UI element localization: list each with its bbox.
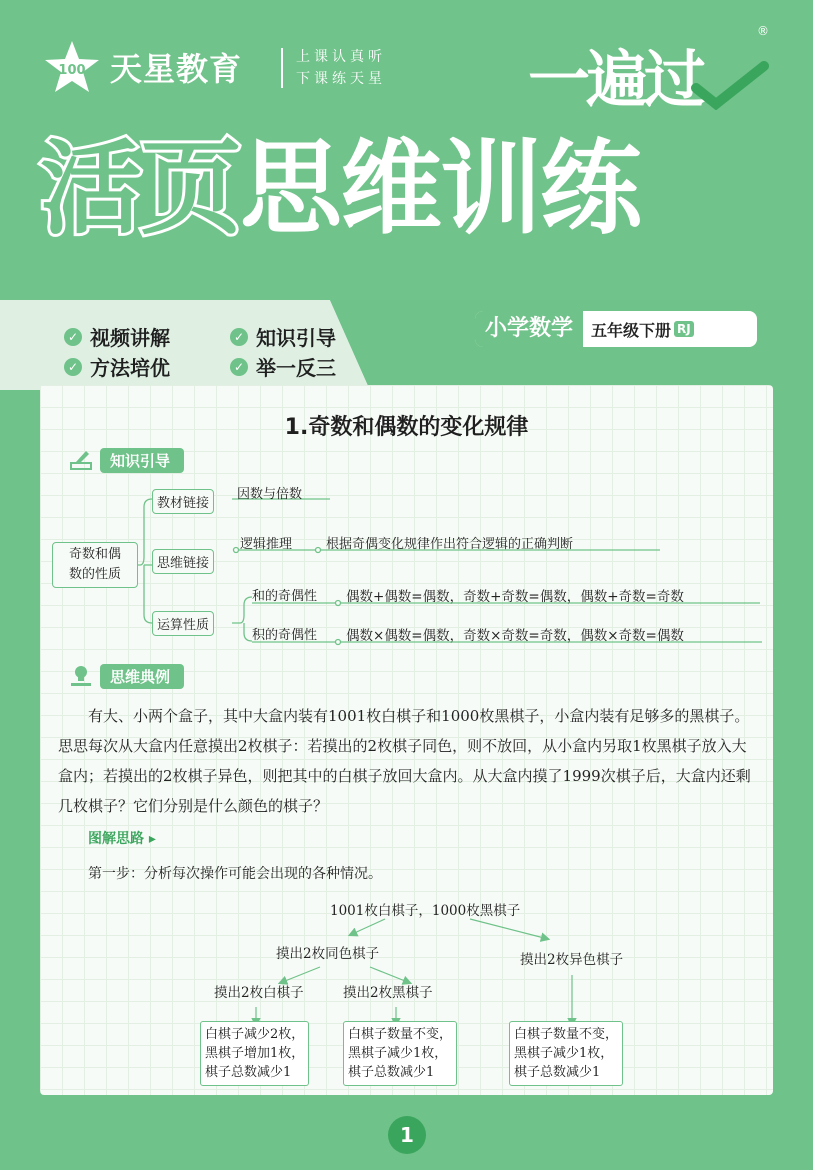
diagram-white-node: 摸出2枚白棋子: [214, 985, 304, 1001]
knowledge-tag-label: 知识引导: [100, 448, 184, 473]
diagram-hint: [88, 828, 156, 848]
check-icon: ✓: [230, 328, 248, 346]
cover-title-part1: 活页: [40, 130, 240, 249]
cover-title-part2: 思维训练: [240, 130, 640, 249]
result-line: 棋子总数减少1: [348, 1065, 435, 1080]
diagram-result-box-2: [343, 1021, 457, 1086]
step-one-text: 第一步：分析每次操作可能会出现的各种情况。: [88, 866, 382, 882]
mindmap-branch-operation: 运算性质: [152, 611, 214, 636]
feature-method: [64, 352, 170, 381]
content-page: [40, 385, 773, 1095]
diagram-diff-color-node: 摸出2枚异色棋子: [520, 952, 624, 968]
slogan-line2: 下课练天星: [296, 71, 386, 87]
cover-title: [40, 130, 640, 250]
example-tag-label: 思维典例: [100, 664, 184, 689]
series-title: 一遍过: [528, 43, 703, 116]
result-line: 白棋子数量不变，: [348, 1027, 453, 1042]
mindmap-branch-textbook: 教材链接: [152, 489, 214, 514]
diagram-result-box-1: [200, 1021, 309, 1086]
result-line: 黑棋子减少1枚，: [348, 1046, 448, 1061]
slogan-line1: 上课认真听: [296, 49, 386, 65]
feature-video: [64, 322, 170, 351]
feature-label: 视频讲解: [90, 326, 170, 350]
result-line: 棋子总数减少1: [514, 1065, 601, 1080]
page-number: 1: [388, 1116, 426, 1154]
hint-label: 图解思路: [88, 831, 144, 847]
result-line: 黑棋子增加1枚，: [205, 1046, 305, 1061]
problem-text: 有大、小两个盒子，其中大盒内装有1001枚白棋子和1000枚黑棋子，小盒内装有足够多的黑棋子。思思每次从大盒内任意摸出2枚棋子：若摸出的2枚棋子同色，则不放回，从小盒内另取1枚黑棋子放入大盒内；若摸出的2枚棋子异色，则把其中的白棋子放回大盒内。从大盒内摸了1999次棋子后，大盒内还剩几枚棋子？它们分别是什么颜色的棋子？: [58, 707, 751, 815]
lightbulb-book-icon: [68, 663, 94, 689]
feature-knowledge: [230, 322, 336, 351]
result-line: 棋子总数减少1: [205, 1065, 292, 1080]
mindmap-sum-text: 偶数+偶数=偶数，奇数+奇数=偶数，偶数+奇数=奇数: [346, 589, 684, 605]
result-line: 白棋子减少2枚，: [205, 1027, 305, 1042]
diagram-black-node: 摸出2枚黑棋子: [343, 985, 433, 1001]
feature-label: 知识引导: [256, 326, 336, 350]
star-logo-text: 100: [58, 63, 86, 78]
registered-mark: ®: [757, 24, 769, 38]
subject-badge: [475, 311, 757, 347]
result-line: 黑棋子减少1枚，: [514, 1046, 614, 1061]
subject-name: 小学数学: [475, 311, 583, 347]
edition-badge: RJ: [674, 321, 694, 337]
brand-name: 天星教育: [110, 50, 243, 88]
mindmap-textbook-text: 因数与倍数: [237, 487, 303, 502]
series-check-icon: [690, 60, 770, 110]
brand-divider: [281, 48, 283, 88]
section-title: 1.奇数和偶数的变化规律: [284, 415, 529, 440]
feature-practice: [230, 352, 336, 381]
mindmap-logic: 逻辑推理: [240, 537, 293, 552]
check-icon: ✓: [64, 328, 82, 346]
feature-label: 举一反三: [256, 356, 336, 380]
triangle-right-icon: ▸: [148, 831, 156, 847]
mindmap-thinking-text: 根据奇偶变化规律作出符合逻辑的正确判断: [326, 537, 574, 552]
example-tag: [68, 663, 184, 689]
mindmap-branch-thinking: 思维链接: [152, 549, 214, 574]
mindmap-product-label: 积的奇偶性: [252, 628, 318, 643]
mindmap-product-text: 偶数×偶数=偶数，奇数×奇数=奇数，偶数×奇数=偶数: [346, 628, 684, 644]
cover-header: [0, 0, 813, 310]
diagram-result-box-3: [509, 1021, 623, 1086]
star-logo-icon: [42, 38, 102, 98]
mindmap-root: 奇数和偶 数的性质: [52, 542, 138, 588]
knowledge-tag: [68, 447, 184, 473]
grade-text: 五年级下册: [591, 320, 672, 340]
pen-book-icon: [68, 447, 94, 473]
result-line: 白棋子数量不变，: [514, 1027, 619, 1042]
check-icon: ✓: [64, 358, 82, 376]
mindmap-sum-label: 和的奇偶性: [252, 589, 318, 604]
grade-label: [583, 318, 694, 341]
diagram-top-node: 1001枚白棋子，1000枚黑棋子: [330, 903, 521, 919]
check-icon: ✓: [230, 358, 248, 376]
diagram-same-color-node: 摸出2枚同色棋子: [276, 946, 380, 962]
feature-label: 方法培优: [90, 356, 170, 380]
